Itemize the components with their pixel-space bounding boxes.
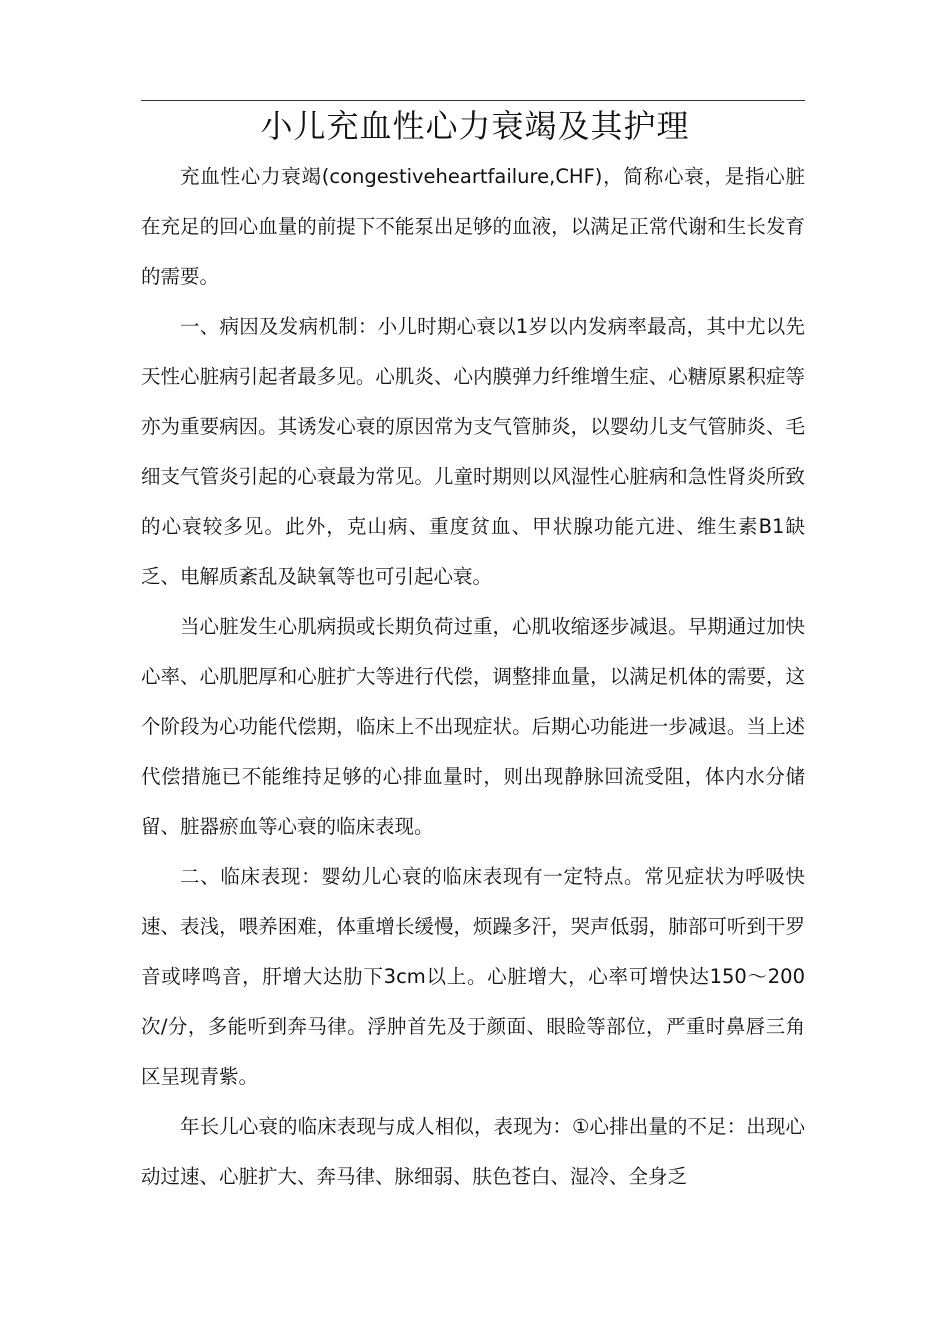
paragraph-definition: 充血性心力衰竭(congestiveheartfailure,CHF)，简称心衰，是指心脏在充足的回心血量的前提下不能泵出足够的血液，以满足正常代谢和生长发育的需要。 [141,165,805,288]
paragraph-clinical-older-child: 年长儿心衰的临床表现与成人相似，表现为：①心排出量的不足：出现心动过速、心脏扩大、奔马律、脉细弱、肤色苍白、湿冷、全身乏 [141,1115,805,1188]
document-body [141,152,805,1202]
document-title: 小儿充血性心力衰竭及其护理 [260,107,690,145]
header-rule [141,100,805,101]
paragraph-pathophysiology: 当心脏发生心肌病损或长期负荷过重，心肌收缩逐步减退。早期通过加快心率、心肌肥厚和心脏扩大等进行代偿，调整排血量，以满足机体的需要，这个阶段为心功能代偿期，临床上不出现症状。后期心功能进一步减退。当上述代偿措施已不能维持足够的心排血量时，则出现静脉回流受阻，体内水分储留、脏器瘀血等心衰的临床表现。 [141,615,805,838]
paragraph-clinical-infant: 二、临床表现：婴幼儿心衰的临床表现有一定特点。常见症状为呼吸快速、表浅，喂养困难，体重增长缓慢，烦躁多汗，哭声低弱，肺部可听到干罗音或哮鸣音，肝增大达肋下3cm以上。心脏增大，心率可增快达150～200次/分，多能听到奔马律。浮肿首先及于颜面、眼睑等部位，严重时鼻唇三角区呈现青紫。 [141,865,805,1088]
paragraph-etiology: 一、病因及发病机制：小儿时期心衰以1岁以内发病率最高，其中尤以先天性心脏病引起者最多见。心肌炎、心内膜弹力纤维增生症、心糖原累积症等亦为重要病因。其诱发心衰的原因常为支气管肺炎，以婴幼儿支气管肺炎、毛细支气管炎引起的心衰最为常见。儿童时期则以风湿性心脏病和急性肾炎所致的心衰较多见。此外，克山病、重度贫血、甲状腺功能亢进、维生素B1缺乏、电解质紊乱及缺氧等也可引起心衰。 [141,315,805,588]
